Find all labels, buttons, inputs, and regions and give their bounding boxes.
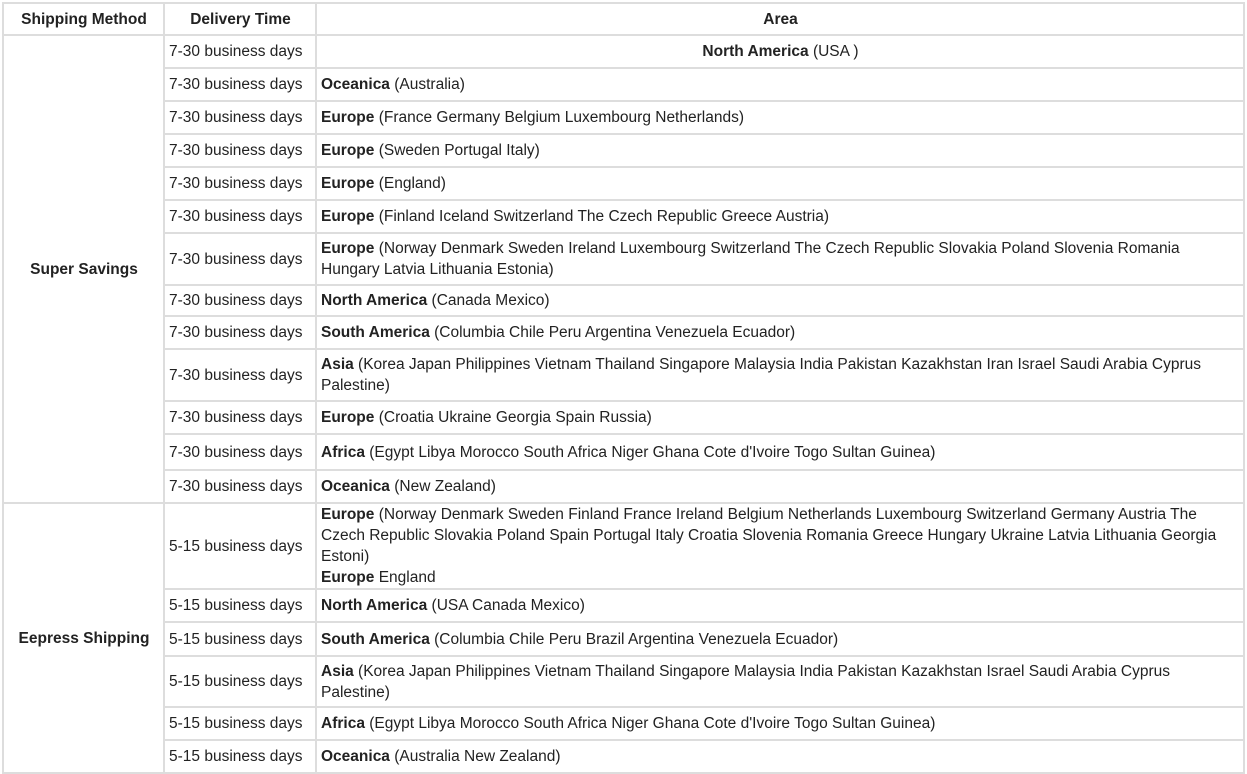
area-line — [321, 476, 1240, 497]
area-cell — [316, 401, 1244, 434]
header-shipping-method: Shipping Method — [3, 3, 164, 35]
area-cell — [316, 740, 1244, 773]
delivery-time-cell: 5-15 business days — [164, 656, 316, 707]
country-list: (Australia) — [389, 76, 465, 93]
area-cell — [316, 707, 1244, 740]
table-row — [3, 233, 1244, 285]
delivery-time-cell: 7-30 business days — [164, 35, 316, 68]
table-row — [3, 434, 1244, 470]
table-row — [3, 316, 1244, 349]
country-list: (Korea Japan Philippines Vietnam Thailand Singapore Malaysia India Pakistan Kazakhstan Iran Israel Saudi Arabia Cyprus Palestine) — [321, 356, 1202, 394]
table-row — [3, 589, 1244, 622]
area-line — [321, 713, 1240, 734]
area-line — [321, 407, 1240, 428]
region-name: North America — [321, 597, 428, 614]
header-area: Area — [316, 3, 1244, 35]
country-list: (England) — [374, 175, 446, 192]
delivery-time-cell: 7-30 business days — [164, 349, 316, 401]
country-list: (Australia New Zealand) — [389, 748, 561, 765]
area-line — [321, 629, 1240, 650]
area-line — [321, 206, 1240, 227]
table-row — [3, 167, 1244, 200]
delivery-time-cell: 7-30 business days — [164, 233, 316, 285]
table-row — [3, 68, 1244, 101]
country-list: (Norway Denmark Sweden Ireland Luxembourg Switzerland The Czech Republic Slovakia Poland Slovenia Romania Hungary Latvia Lithuania Estonia) — [321, 240, 1180, 278]
region-name: Europe — [321, 506, 375, 523]
delivery-time-cell: 7-30 business days — [164, 167, 316, 200]
table-row — [3, 656, 1244, 707]
country-list: England — [374, 569, 436, 586]
region-name: Africa — [321, 715, 365, 732]
area-cell — [316, 233, 1244, 285]
country-list: (Sweden Portugal Italy) — [374, 142, 540, 159]
area-line — [321, 238, 1240, 280]
area-line — [321, 322, 1240, 343]
table-row — [3, 35, 1244, 68]
region-name: Oceanica — [321, 748, 390, 765]
delivery-time-cell: 7-30 business days — [164, 470, 316, 503]
country-list: (USA ) — [808, 43, 859, 60]
area-line — [321, 661, 1240, 703]
table-row — [3, 349, 1244, 401]
delivery-time-cell: 7-30 business days — [164, 434, 316, 470]
area-cell — [316, 349, 1244, 401]
shipping-method-cell: Super Savings — [3, 35, 164, 503]
area-cell — [316, 101, 1244, 134]
table-row — [3, 134, 1244, 167]
delivery-time-cell: 7-30 business days — [164, 200, 316, 233]
area-cell — [316, 35, 1244, 68]
area-cell — [316, 68, 1244, 101]
country-list: (France Germany Belgium Luxembourg Netherlands) — [374, 109, 744, 126]
delivery-time-cell: 5-15 business days — [164, 707, 316, 740]
area-line — [321, 74, 1240, 95]
country-list: (New Zealand) — [389, 478, 496, 495]
country-list: (Columbia Chile Peru Argentina Venezuela Ecuador) — [429, 324, 796, 341]
area-cell — [316, 589, 1244, 622]
delivery-time-cell: 7-30 business days — [164, 285, 316, 316]
area-cell — [316, 503, 1244, 589]
region-name: Oceanica — [321, 76, 390, 93]
region-name: Africa — [321, 443, 365, 461]
table-row — [3, 740, 1244, 773]
country-list: (Egypt Libya Morocco South Africa Niger Ghana Cote d'Ivoire Togo Sultan Guinea) — [364, 443, 936, 461]
region-name: Europe — [321, 175, 375, 192]
region-name: Oceanica — [321, 478, 390, 495]
header-delivery-time: Delivery Time — [164, 3, 316, 35]
region-name: Asia — [321, 662, 354, 680]
area-line — [321, 354, 1240, 396]
delivery-time-cell: 7-30 business days — [164, 101, 316, 134]
area-cell — [316, 200, 1244, 233]
delivery-time-cell: 5-15 business days — [164, 740, 316, 773]
country-list: (Korea Japan Philippines Vietnam Thailand Singapore Malaysia India Pakistan Kazakhstan Israel Saudi Arabia Cyprus Palestine) — [321, 662, 1170, 701]
area-line — [321, 290, 1240, 311]
table-row — [3, 707, 1244, 740]
table-row — [3, 622, 1244, 656]
area-cell — [316, 316, 1244, 349]
area-line — [321, 173, 1240, 194]
area-line — [321, 107, 1240, 128]
table-row — [3, 101, 1244, 134]
table-row — [3, 503, 1244, 589]
area-cell — [316, 470, 1244, 503]
region-name: Europe — [321, 109, 375, 126]
country-list: (Egypt Libya Morocco South Africa Niger Ghana Cote d'Ivoire Togo Sultan Guinea) — [364, 715, 936, 732]
shipping-table — [2, 2, 1245, 774]
area-line — [321, 746, 1240, 767]
delivery-time-cell: 7-30 business days — [164, 68, 316, 101]
shipping-method-cell: Eepress Shipping — [3, 503, 164, 773]
area-cell — [316, 434, 1244, 470]
table-row — [3, 401, 1244, 434]
area-line — [321, 504, 1240, 567]
table-row — [3, 470, 1244, 503]
area-cell — [316, 285, 1244, 316]
area-line — [321, 567, 1240, 588]
area-cell — [316, 622, 1244, 656]
country-list: (Norway Denmark Sweden Finland France Ireland Belgium Netherlands Luxembourg Switzerland Germany Austria The Czech Republic Slovakia Poland Spain Portugal Italy Croatia Slovenia Romania Greece Hungary Ukraine Latvia Lithuania Georgia Estoni) — [321, 506, 1217, 565]
region-name: Europe — [321, 569, 375, 586]
region-name: North America — [702, 43, 809, 60]
region-name: Europe — [321, 208, 375, 225]
delivery-time-cell: 5-15 business days — [164, 589, 316, 622]
table-row — [3, 285, 1244, 316]
region-name: South America — [321, 630, 430, 648]
area-cell — [316, 134, 1244, 167]
area-cell — [316, 656, 1244, 707]
area-line — [321, 140, 1240, 161]
country-list: (Croatia Ukraine Georgia Spain Russia) — [374, 409, 652, 426]
delivery-time-cell: 7-30 business days — [164, 401, 316, 434]
region-name: Asia — [321, 356, 354, 373]
country-list: (USA Canada Mexico) — [427, 597, 585, 614]
country-list: (Columbia Chile Peru Brazil Argentina Venezuela Ecuador) — [429, 630, 839, 648]
delivery-time-cell: 7-30 business days — [164, 134, 316, 167]
region-name: South America — [321, 324, 430, 341]
region-name: Europe — [321, 142, 375, 159]
region-name: Europe — [321, 240, 375, 257]
table-row — [3, 200, 1244, 233]
table-body — [3, 35, 1244, 773]
country-list: (Finland Iceland Switzerland The Czech Republic Greece Austria) — [374, 208, 830, 225]
delivery-time-cell: 5-15 business days — [164, 503, 316, 589]
area-cell — [316, 167, 1244, 200]
delivery-time-cell: 5-15 business days — [164, 622, 316, 656]
region-name: Europe — [321, 409, 375, 426]
area-line — [321, 595, 1240, 616]
header-row — [3, 3, 1244, 35]
area-line — [321, 41, 1240, 62]
region-name: North America — [321, 292, 428, 309]
table-header — [3, 3, 1244, 35]
country-list: (Canada Mexico) — [427, 292, 550, 309]
delivery-time-cell: 7-30 business days — [164, 316, 316, 349]
area-line — [321, 442, 1240, 463]
